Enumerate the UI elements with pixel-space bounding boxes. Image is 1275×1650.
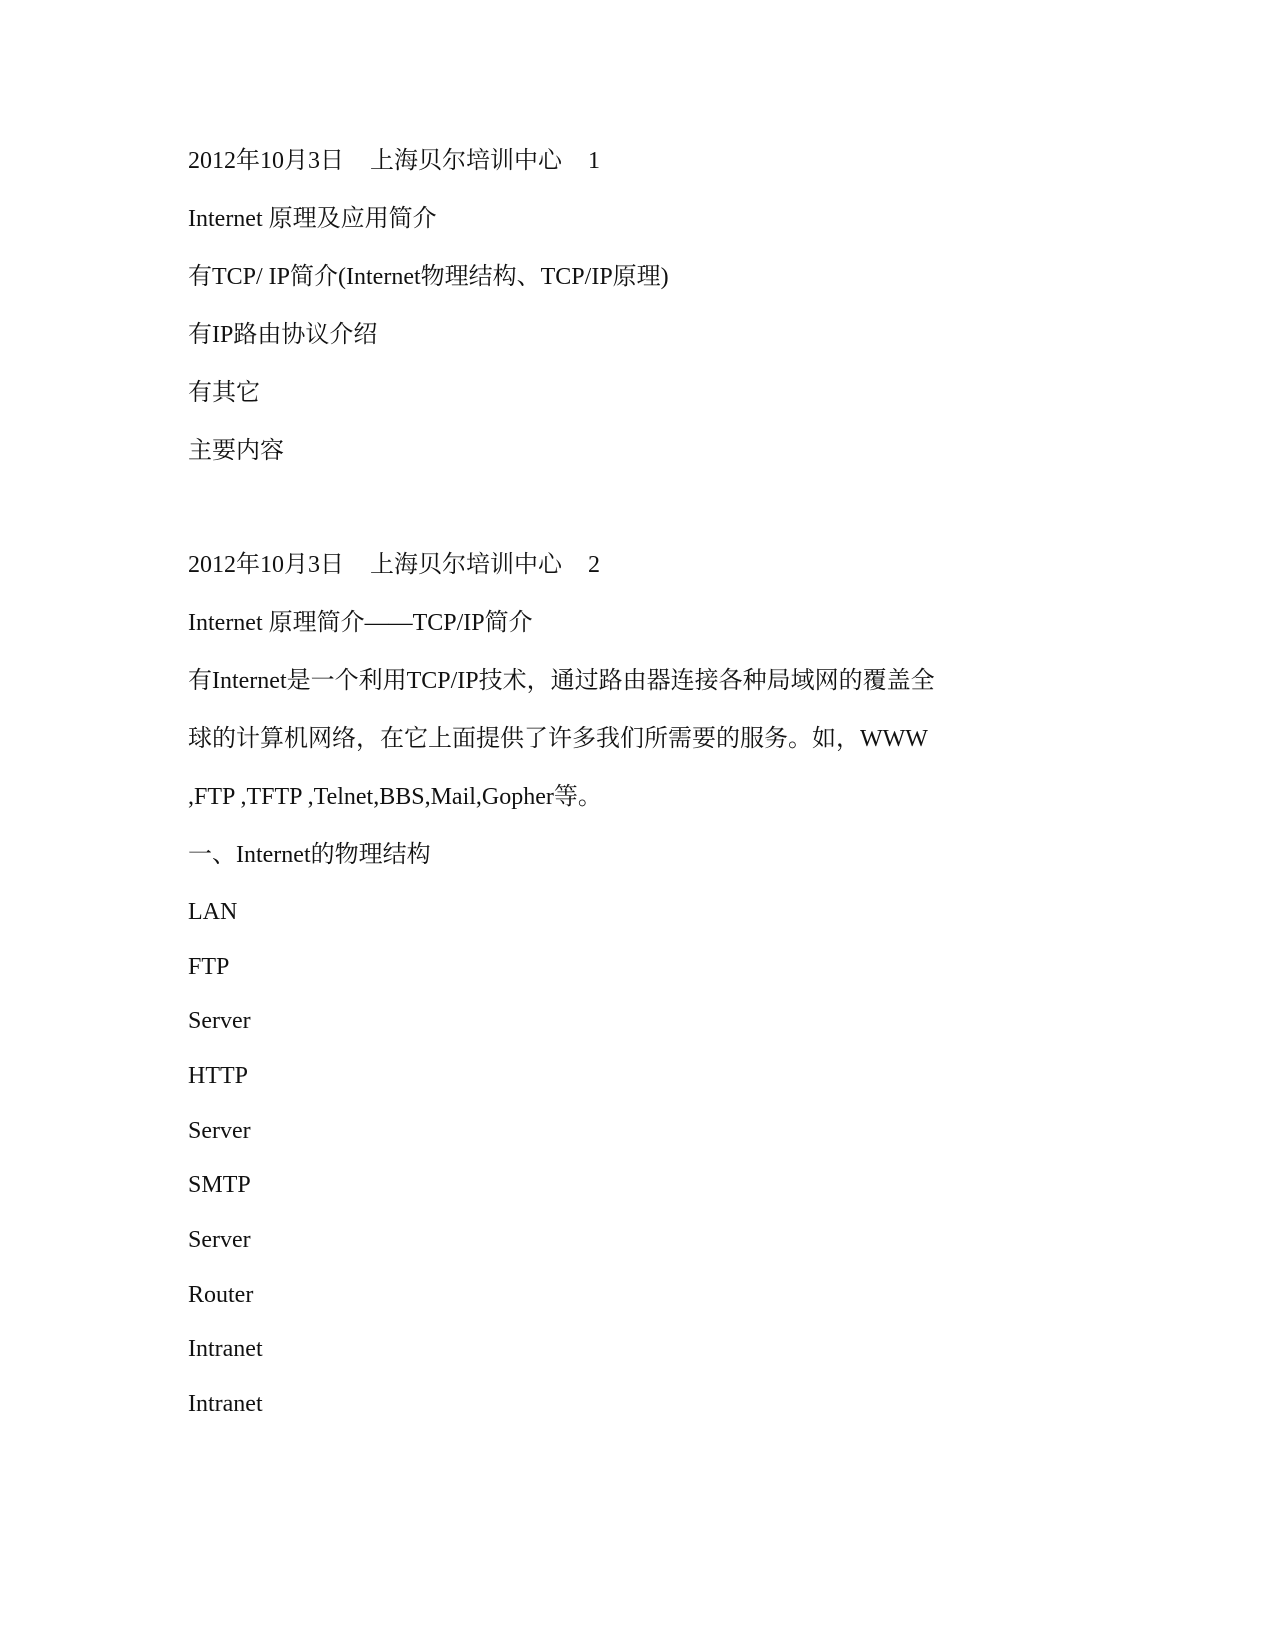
paragraph-line: 有Internet是一个利用TCP/IP技术，通过路由器连接各种局域网的覆盖全 [188, 668, 935, 694]
diagram-label: Server [188, 1008, 251, 1034]
diagram-label: Intranet [188, 1391, 263, 1417]
header-page-number: 1 [588, 148, 600, 174]
header-org: 上海贝尔培训中心 [370, 552, 562, 578]
paragraph-line: 球的计算机网络，在它上面提供了许多我们所需要的服务。如，WWW [188, 726, 928, 752]
header-page-number: 2 [588, 552, 600, 578]
diagram-label: SMTP [188, 1172, 251, 1198]
slide-header-1 [188, 146, 600, 176]
diagram-label: LAN [188, 899, 238, 925]
header-date: 2012年10月3日 [188, 148, 344, 174]
paragraph-line: ,FTP ,TFTP ,Telnet,BBS,Mail,Gopher等。 [188, 784, 602, 810]
bullet-item: 有TCP/ IP简介(Internet物理结构、TCP/IP原理) [188, 264, 669, 290]
diagram-label: Intranet [188, 1336, 263, 1362]
diagram-label: Router [188, 1282, 254, 1308]
section-label: 主要内容 [188, 438, 284, 464]
diagram-label: Server [188, 1118, 251, 1144]
header-org: 上海贝尔培训中心 [370, 148, 562, 174]
slide-title-1: Internet 原理及应用简介 [188, 206, 437, 232]
diagram-label: Server [188, 1227, 251, 1253]
diagram-label: FTP [188, 954, 230, 980]
slide-title-2: Internet 原理简介——TCP/IP简介 [188, 610, 533, 636]
bullet-item: 有IP路由协议介绍 [188, 322, 378, 348]
header-date: 2012年10月3日 [188, 552, 344, 578]
subheading: 一、Internet的物理结构 [188, 842, 431, 868]
slide-header-2 [188, 550, 600, 580]
diagram-label: HTTP [188, 1063, 248, 1089]
bullet-item: 有其它 [188, 380, 260, 406]
